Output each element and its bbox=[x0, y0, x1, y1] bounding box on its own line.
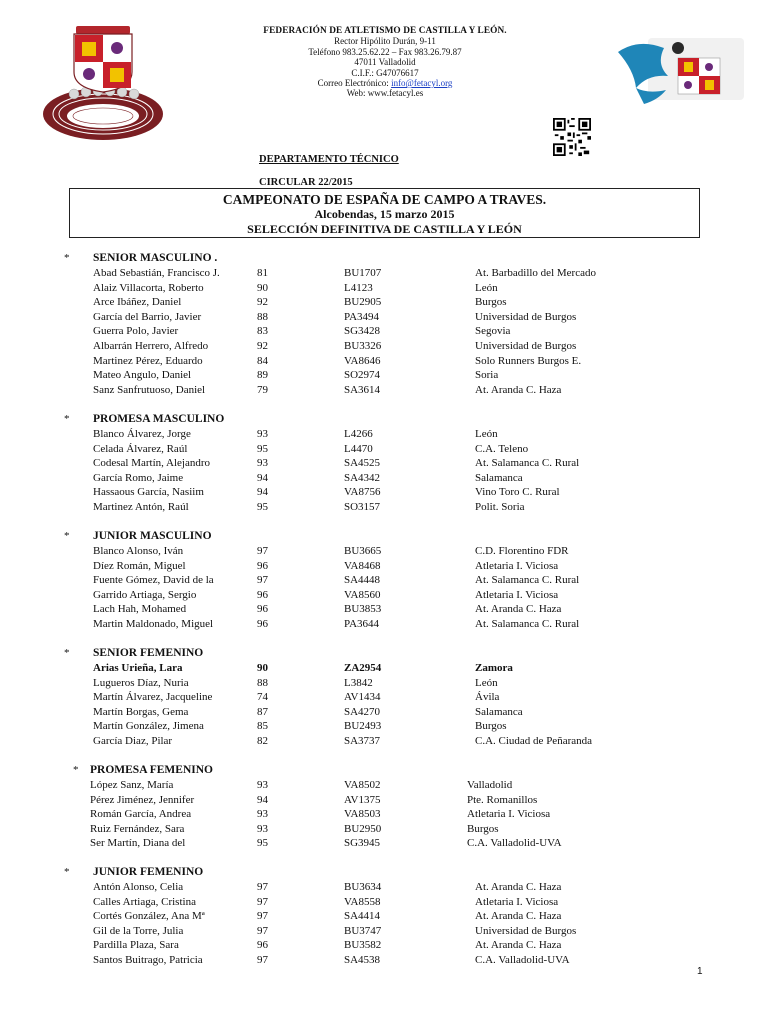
birth-year: 96 bbox=[257, 618, 268, 630]
athlete-row bbox=[0, 457, 700, 472]
athlete-name: Arce Ibáñez, Daniel bbox=[93, 296, 182, 309]
athlete-row bbox=[0, 589, 700, 604]
athlete-row bbox=[0, 910, 700, 925]
athlete-name: López Sanz, María bbox=[90, 779, 174, 791]
athlete-row bbox=[0, 384, 700, 399]
license-number: BU2950 bbox=[344, 822, 382, 835]
license-number: VA8502 bbox=[344, 779, 381, 791]
athlete-row bbox=[0, 720, 700, 735]
athlete-name: Martin Maldonado, Miguel bbox=[93, 618, 214, 630]
birth-year: 90 bbox=[257, 662, 268, 674]
athlete-row bbox=[0, 574, 700, 589]
page-number: 1 bbox=[697, 966, 703, 977]
athlete-row bbox=[0, 939, 700, 954]
address: Rector Hipólito Durán, 9-11 bbox=[334, 36, 436, 47]
section-bullet: * bbox=[64, 530, 70, 542]
license-number: VA8503 bbox=[344, 808, 381, 821]
license-number: PA3644 bbox=[344, 618, 380, 630]
club-name: C.A. Valladolid-UVA bbox=[467, 837, 562, 850]
birth-year: 93 bbox=[257, 428, 268, 440]
athlete-name: Martín González, Jimena bbox=[93, 720, 204, 733]
email-label: Correo Electrónico: bbox=[317, 78, 392, 89]
runner-logo bbox=[608, 30, 748, 108]
athlete-name: Pérez Jiménez, Jennifer bbox=[90, 793, 195, 806]
birth-year: 97 bbox=[257, 881, 268, 893]
license-number: SA4525 bbox=[344, 457, 381, 470]
athlete-row bbox=[0, 925, 700, 940]
selection-title: SELECCIÓN DEFINITIVA DE CASTILLA Y LEÓN bbox=[247, 222, 522, 236]
championship-title: CAMPEONATO DE ESPAÑA DE CAMPO A TRAVES. bbox=[222, 192, 547, 207]
athlete-row bbox=[0, 618, 700, 633]
club-name: C.A. Teleno bbox=[475, 442, 529, 455]
license-number: VA8558 bbox=[344, 895, 381, 908]
athlete-row bbox=[0, 428, 700, 443]
license-number: BU1707 bbox=[344, 267, 382, 279]
birth-year: 85 bbox=[257, 720, 268, 733]
athlete-row bbox=[0, 823, 700, 838]
club-name: Soria bbox=[475, 369, 499, 382]
club-name: At. Barbadillo del Mercado bbox=[475, 267, 596, 279]
athlete-name: Mateo Angulo, Daniel bbox=[93, 369, 192, 382]
athlete-row bbox=[0, 691, 700, 706]
section-title-promesa-femenino: PROMESA FEMENINO bbox=[90, 764, 213, 776]
club-name: Atletaria I. Viciosa bbox=[467, 808, 551, 821]
club-name: Zamora bbox=[475, 662, 513, 674]
section-title-promesa-masculino: PROMESA MASCULINO bbox=[93, 413, 225, 425]
birth-year: 92 bbox=[257, 296, 268, 309]
athlete-row bbox=[0, 369, 700, 384]
athlete-name: Lugueros Díaz, Nuria bbox=[93, 676, 189, 689]
birth-year: 93 bbox=[257, 808, 268, 821]
birth-year: 87 bbox=[257, 705, 268, 718]
event-location-date: Alcobendas, 15 marzo 2015 bbox=[314, 207, 455, 221]
birth-year: 97 bbox=[257, 924, 268, 937]
birth-year: 96 bbox=[257, 939, 268, 952]
birth-year: 96 bbox=[257, 588, 268, 601]
athlete-name: Pardilla Plaza, Sara bbox=[93, 939, 179, 952]
birth-year: 83 bbox=[257, 325, 268, 338]
club-name: León bbox=[475, 428, 498, 440]
license-number: AV1375 bbox=[344, 793, 381, 806]
athlete-row bbox=[0, 296, 700, 311]
birth-year: 97 bbox=[257, 954, 268, 966]
athlete-name: Cortés González, Ana Mª bbox=[93, 910, 205, 923]
license-number: L4470 bbox=[344, 442, 373, 455]
athlete-name: Ser Martín, Diana del bbox=[90, 837, 186, 850]
club-name: Burgos bbox=[475, 296, 507, 309]
athlete-row bbox=[0, 677, 700, 692]
athlete-row bbox=[0, 808, 700, 823]
athlete-row bbox=[0, 881, 700, 896]
birth-year: 93 bbox=[257, 457, 268, 470]
athlete-row bbox=[0, 486, 700, 501]
club-name: Atletaria I. Viciosa bbox=[475, 895, 559, 908]
section-bullet: * bbox=[64, 647, 70, 659]
birth-year: 81 bbox=[257, 267, 268, 279]
birth-year: 96 bbox=[257, 603, 268, 616]
license-number: BU3634 bbox=[344, 881, 382, 893]
birth-year: 84 bbox=[257, 354, 268, 367]
license-number: SO2974 bbox=[344, 369, 381, 382]
athlete-name: Abad Sebastián, Francisco J. bbox=[93, 267, 220, 279]
license-number: BU2905 bbox=[344, 296, 382, 309]
club-name: León bbox=[475, 676, 498, 689]
qr-code bbox=[553, 118, 591, 156]
club-name: Universidad de Burgos bbox=[475, 340, 577, 352]
federation-logo bbox=[40, 22, 166, 142]
birth-year: 90 bbox=[257, 281, 268, 294]
cif: C.I.F.: G47076617 bbox=[351, 67, 419, 78]
license-number: VA8560 bbox=[344, 588, 381, 601]
athlete-name: Martín Borgas, Gema bbox=[93, 705, 189, 718]
birth-year: 97 bbox=[257, 910, 268, 923]
athlete-row bbox=[0, 954, 700, 969]
club-name: Atletaria I. Viciosa bbox=[475, 588, 559, 601]
athlete-name: Román García, Andrea bbox=[90, 808, 192, 821]
circular-number: CIRCULAR 22/2015 bbox=[259, 177, 353, 188]
athlete-row bbox=[0, 560, 700, 575]
license-number: PA3494 bbox=[344, 310, 380, 323]
license-number: L4266 bbox=[344, 428, 373, 440]
athlete-name: Díez Román, Miguel bbox=[93, 559, 186, 572]
license-number: BU3582 bbox=[344, 939, 382, 952]
athlete-name: Antón Alonso, Celia bbox=[93, 881, 184, 893]
club-name: Salamanca bbox=[475, 705, 523, 718]
website: Web: www.fetacyl.es bbox=[346, 88, 424, 99]
athlete-row bbox=[0, 355, 700, 370]
organization-name: FEDERACIÓN DE ATLETISMO DE CASTILLA Y LEÓN. bbox=[263, 26, 507, 36]
email-line bbox=[225, 78, 545, 88]
athlete-name: Santos Buitrago, Patricia bbox=[93, 954, 203, 966]
birth-year: 95 bbox=[257, 442, 268, 455]
club-name: C.A. Valladolid-UVA bbox=[475, 954, 570, 966]
club-name: León bbox=[475, 281, 498, 294]
athlete-name: García Romo, Jaime bbox=[93, 471, 184, 484]
athlete-row bbox=[0, 735, 700, 750]
license-number: SA4414 bbox=[344, 910, 381, 923]
club-name: Burgos bbox=[467, 822, 499, 835]
license-number: SA4342 bbox=[344, 471, 381, 484]
club-name: At. Aranda C. Haza bbox=[475, 939, 562, 952]
athlete-name: Garrido Artiaga, Sergio bbox=[93, 588, 197, 601]
athlete-name: Fuente Gómez, David de la bbox=[93, 574, 214, 587]
phone-fax: Teléfono 983.25.62.22 – Fax 983.26.79.87 bbox=[308, 46, 462, 57]
license-number: SA4270 bbox=[344, 705, 381, 718]
athlete-row bbox=[0, 443, 700, 458]
license-number: BU3747 bbox=[344, 924, 382, 937]
section-bullet: * bbox=[64, 866, 70, 878]
license-number: SG3945 bbox=[344, 837, 381, 850]
club-name: Valladolid bbox=[467, 779, 513, 791]
license-number: SA3614 bbox=[344, 383, 381, 396]
title-box bbox=[69, 188, 700, 238]
athlete-name: Hassaous García, Nasiim bbox=[93, 486, 204, 499]
license-number: VA8468 bbox=[344, 559, 381, 572]
athlete-row bbox=[0, 311, 700, 326]
license-number: L3842 bbox=[344, 676, 373, 689]
club-name: Polit. Soria bbox=[475, 501, 525, 513]
club-name: C.D. Florentino FDR bbox=[475, 545, 569, 557]
email-link[interactable]: info@fetacyl.org bbox=[391, 78, 453, 89]
athlete-name: Martín Álvarez, Jacqueline bbox=[93, 691, 213, 704]
birth-year: 74 bbox=[257, 691, 268, 704]
athlete-row bbox=[0, 472, 700, 487]
athlete-row bbox=[0, 325, 700, 340]
athlete-row bbox=[0, 267, 700, 282]
athlete-row bbox=[0, 662, 700, 677]
city: 47011 Valladolid bbox=[354, 57, 416, 68]
athlete-row bbox=[0, 896, 700, 911]
athlete-name: Calles Artiaga, Cristina bbox=[93, 895, 196, 908]
birth-year: 93 bbox=[257, 779, 268, 791]
section-title-junior-femenino: JUNIOR FEMENINO bbox=[93, 866, 204, 878]
athlete-row bbox=[0, 501, 700, 516]
club-name: Salamanca bbox=[475, 471, 523, 484]
athlete-name: Guerra Polo, Javier bbox=[93, 325, 179, 338]
birth-year: 94 bbox=[257, 486, 268, 499]
club-name: Pte. Romanillos bbox=[467, 793, 538, 806]
license-number: SA3737 bbox=[344, 735, 381, 747]
birth-year: 96 bbox=[257, 559, 268, 572]
birth-year: 97 bbox=[257, 895, 268, 908]
birth-year: 93 bbox=[257, 822, 268, 835]
club-name: At. Aranda C. Haza bbox=[475, 603, 562, 616]
athlete-row bbox=[0, 545, 700, 560]
club-name: C.A. Ciudad de Peñaranda bbox=[475, 735, 592, 747]
birth-year: 97 bbox=[257, 574, 268, 587]
athlete-row bbox=[0, 282, 700, 297]
club-name: At. Aranda C. Haza bbox=[475, 383, 562, 396]
club-name: At. Salamanca C. Rural bbox=[475, 457, 580, 470]
athlete-name: Arias Urieña, Lara bbox=[93, 662, 183, 674]
section-title-senior-masculino: SENIOR MASCULINO . bbox=[93, 252, 218, 264]
birth-year: 92 bbox=[257, 340, 268, 352]
license-number: SG3428 bbox=[344, 325, 381, 338]
athlete-name: García del Barrio, Javier bbox=[93, 310, 202, 323]
section-title-senior-femenino: SENIOR FEMENINO bbox=[93, 647, 204, 659]
license-number: VA8756 bbox=[344, 486, 381, 499]
birth-year: 95 bbox=[257, 501, 268, 513]
license-number: AV1434 bbox=[344, 691, 381, 704]
department-heading: DEPARTAMENTO TÉCNICO bbox=[259, 154, 399, 165]
license-number: L4123 bbox=[344, 281, 373, 294]
birth-year: 88 bbox=[257, 310, 268, 323]
birth-year: 89 bbox=[257, 369, 268, 382]
club-name: Segovia bbox=[475, 325, 511, 338]
club-name: Universidad de Burgos bbox=[475, 924, 577, 937]
club-name: Solo Runners Burgos E. bbox=[475, 354, 582, 367]
athlete-name: Gil de la Torre, Julia bbox=[93, 924, 184, 937]
section-bullet: * bbox=[73, 764, 79, 776]
license-number: BU3326 bbox=[344, 340, 382, 352]
birth-year: 94 bbox=[257, 793, 268, 806]
birth-year: 82 bbox=[257, 735, 268, 747]
athlete-row bbox=[0, 340, 700, 355]
athlete-row bbox=[0, 706, 700, 721]
athlete-row bbox=[0, 794, 700, 809]
athlete-name: Alaiz Villacorta, Roberto bbox=[93, 281, 204, 294]
birth-year: 97 bbox=[257, 545, 268, 557]
athlete-name: Blanco Álvarez, Jorge bbox=[93, 428, 191, 440]
license-number: SA4448 bbox=[344, 574, 381, 587]
section-title-junior-masculino: JUNIOR MASCULINO bbox=[93, 530, 212, 542]
club-name: Atletaria I. Viciosa bbox=[475, 559, 559, 572]
athlete-name: Martinez Pérez, Eduardo bbox=[93, 354, 203, 367]
club-name: At. Aranda C. Haza bbox=[475, 881, 562, 893]
athlete-row bbox=[0, 779, 700, 794]
birth-year: 95 bbox=[257, 837, 268, 850]
federation-header bbox=[225, 26, 545, 99]
club-name: Ávila bbox=[475, 691, 500, 704]
athlete-row bbox=[0, 603, 700, 618]
license-number: SA4538 bbox=[344, 954, 381, 966]
athlete-name: Albarrán Herrero, Alfredo bbox=[93, 340, 209, 352]
license-number: SO3157 bbox=[344, 501, 381, 513]
athlete-row bbox=[0, 837, 700, 852]
athlete-name: Martinez Antón, Raúl bbox=[93, 501, 189, 513]
club-name: Vino Toro C. Rural bbox=[475, 486, 560, 499]
club-name: Universidad de Burgos bbox=[475, 310, 577, 323]
athlete-name: Celada Álvarez, Raúl bbox=[93, 442, 188, 455]
club-name: At. Salamanca C. Rural bbox=[475, 618, 580, 630]
club-name: Burgos bbox=[475, 720, 507, 733]
section-bullet: * bbox=[64, 252, 70, 264]
athlete-name: Blanco Alonso, Iván bbox=[93, 545, 184, 557]
section-bullet: * bbox=[64, 413, 70, 425]
license-number: BU2493 bbox=[344, 720, 382, 733]
athlete-name: Sanz Sanfrutuoso, Daniel bbox=[93, 383, 206, 396]
license-number: VA8646 bbox=[344, 354, 381, 367]
birth-year: 79 bbox=[257, 383, 268, 396]
birth-year: 88 bbox=[257, 676, 268, 689]
club-name: At. Salamanca C. Rural bbox=[475, 574, 580, 587]
license-number: ZA2954 bbox=[344, 662, 382, 674]
athlete-name: Codesal Martín, Alejandro bbox=[93, 457, 211, 470]
athlete-name: Ruiz Fernández, Sara bbox=[90, 822, 185, 835]
license-number: BU3853 bbox=[344, 603, 382, 616]
birth-year: 94 bbox=[257, 471, 268, 484]
athlete-name: Lach Hah, Mohamed bbox=[93, 603, 187, 616]
athlete-name: García Diaz, Pilar bbox=[93, 735, 173, 747]
license-number: BU3665 bbox=[344, 545, 382, 557]
club-name: At. Aranda C. Haza bbox=[475, 910, 562, 923]
